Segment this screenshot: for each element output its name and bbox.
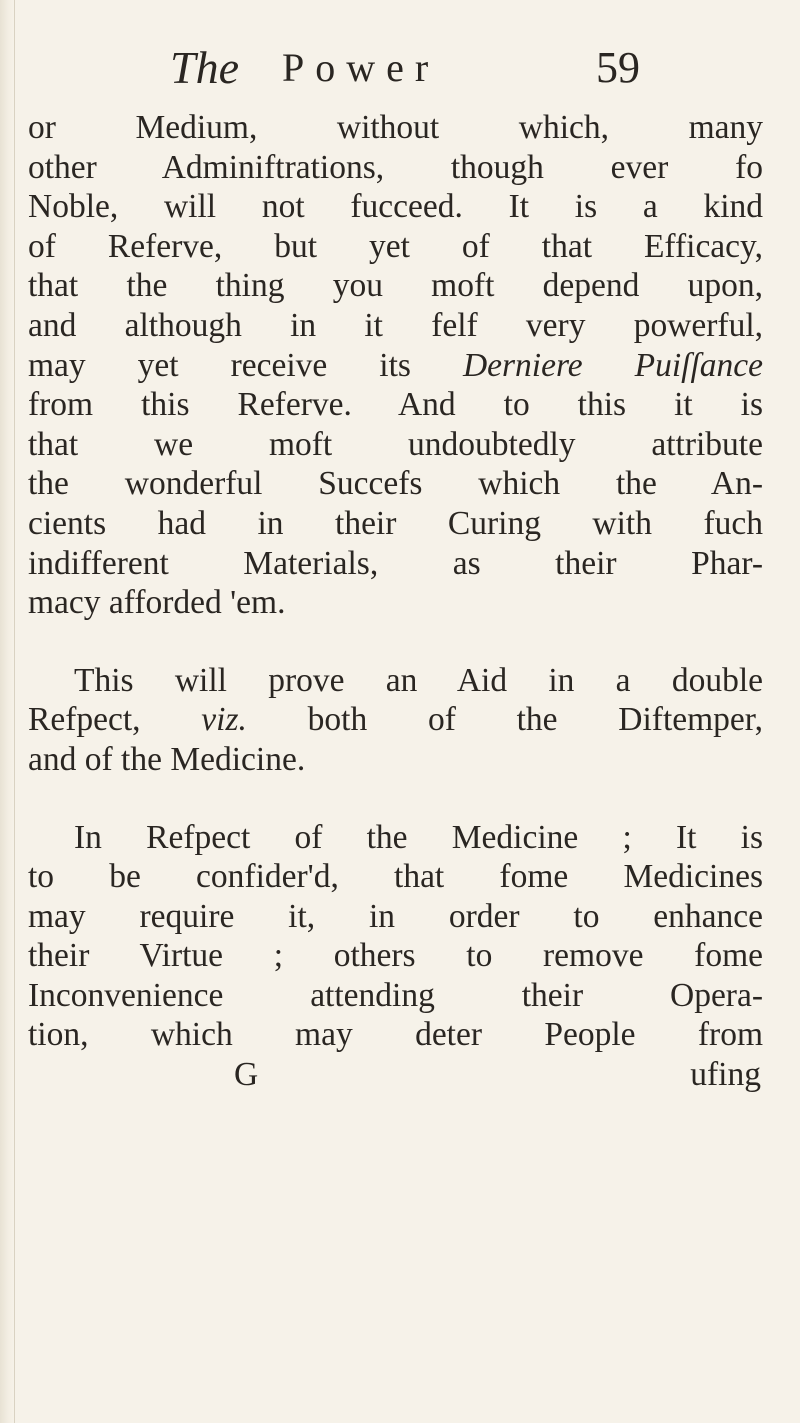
text-line: the wonderful Succefs which the An- bbox=[28, 465, 763, 503]
text-line: and although in it felf very powerful, bbox=[28, 306, 763, 344]
running-head-the: The bbox=[170, 42, 239, 93]
paragraph-gap bbox=[28, 623, 763, 661]
text-line: tion, which may deter People from bbox=[28, 1016, 763, 1054]
body-text bbox=[28, 108, 763, 1095]
text-line: Inconvenience attending their Opera- bbox=[28, 976, 763, 1014]
text-line: macy afforded 'em. bbox=[28, 584, 286, 622]
text-segment: Refpect, bbox=[28, 701, 202, 739]
signature-mark: G bbox=[234, 1056, 259, 1094]
text-line: indifferent Materials, as their Phar- bbox=[28, 544, 763, 582]
running-head bbox=[170, 38, 640, 98]
catchword: ufing bbox=[690, 1056, 761, 1094]
text-line bbox=[28, 346, 763, 386]
text-segment: both of the Diftemper, bbox=[246, 701, 763, 739]
text-line: This will prove an Aid in a double bbox=[74, 661, 763, 699]
italic-phrase: Derniere Puiſſance bbox=[462, 346, 763, 384]
text-segment: may yet receive its bbox=[28, 346, 463, 384]
text-line: to be confider'd, that fome Medicines bbox=[28, 858, 763, 896]
text-line: In Refpect of the Medicine ; It is bbox=[74, 818, 763, 856]
running-head-title: Power bbox=[282, 45, 440, 90]
text-line: or Medium, without which, many bbox=[28, 109, 763, 146]
page-number: 59 bbox=[596, 43, 640, 92]
text-line: of Referve, but yet of that Efficacy, bbox=[28, 227, 763, 265]
text-line: Noble, will not fucceed. It is a kind bbox=[28, 188, 763, 226]
text-line: may require it, in order to enhance bbox=[28, 897, 763, 935]
page-gutter bbox=[0, 0, 15, 1423]
text-line: other Adminiftrations, though ever fo bbox=[28, 148, 763, 186]
text-line: from this Referve. And to this it is bbox=[28, 386, 763, 424]
paragraph-gap bbox=[28, 780, 763, 818]
text-line: that we moft undoubtedly attribute bbox=[28, 425, 763, 463]
text-line: that the thing you moft depend upon, bbox=[28, 267, 763, 305]
text-line: and of the Medicine. bbox=[28, 740, 306, 778]
page-footer bbox=[28, 1055, 763, 1095]
text-line bbox=[28, 700, 763, 740]
italic-word: viz. bbox=[201, 701, 247, 739]
text-line: their Virtue ; others to remove fome bbox=[28, 937, 763, 975]
text-line: cients had in their Curing with fuch bbox=[28, 504, 763, 542]
